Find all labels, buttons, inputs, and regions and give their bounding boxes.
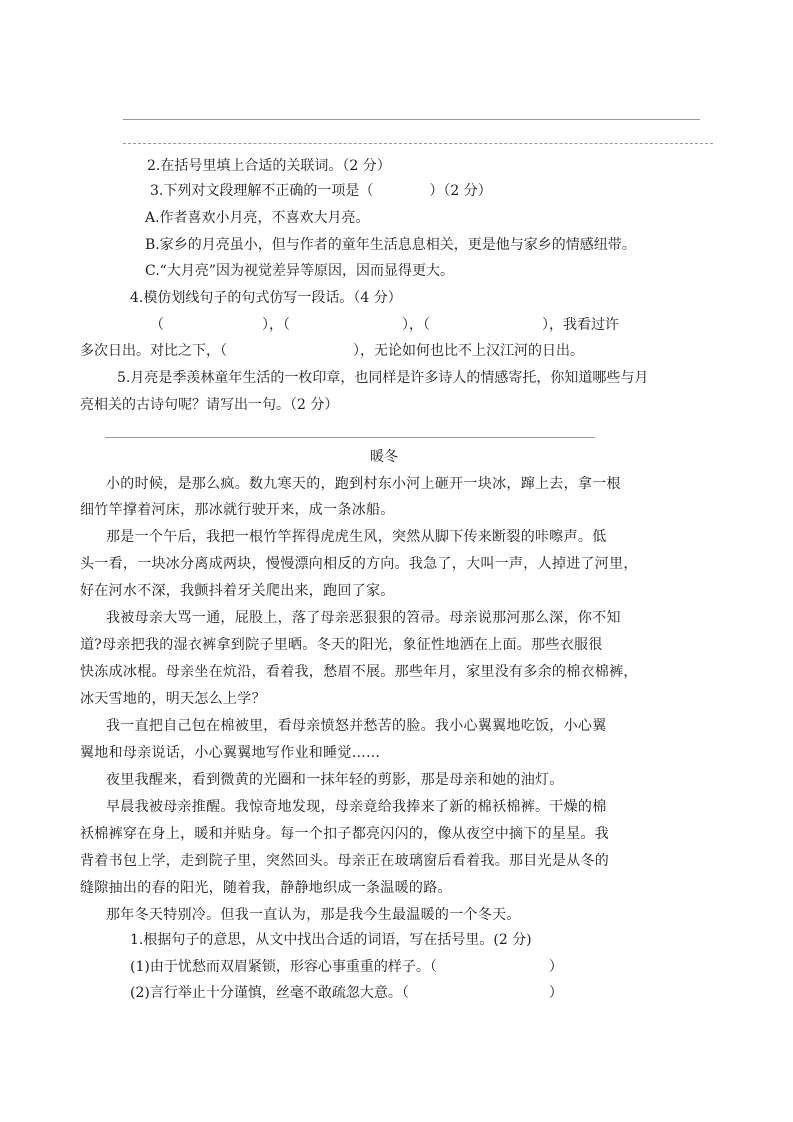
passage-line: 翼地和母亲说话，小心翼翼地写作业和睡觉……: [80, 745, 381, 761]
passage-line: 那是一个午后，我把一根竹竿挥得虎虎生风，突然从脚下传来断裂的咔嚓声。低: [106, 529, 607, 545]
question-5-line-2: 亮相关的古诗句呢？请写出一句。（2 分）: [80, 397, 339, 413]
passage-separator: [105, 437, 595, 438]
question-3-option-c: C.“大月亮”因为视觉差异等原因，因而显得更大。: [145, 263, 454, 279]
passage-question-1: 1.根据句子的意思，从文中找出合适的词语，写在括号里。(2 分): [130, 932, 532, 948]
passage-line: 我被母亲大骂一通，屁股上，落了母亲恶狠狠的笤帚。母亲说那河那么深，你不知: [106, 610, 621, 626]
passage-question-1-item-1: (1)由于忧愁而双眉紧锁，形容心事重重的样子。（ ）: [130, 959, 563, 975]
passage-line: 细竹竿撑着河床，那冰就行驶开来，成一条冰船。: [80, 502, 395, 518]
question-3-option-a: A.作者喜欢小月亮，不喜欢大月亮。: [145, 210, 370, 226]
question-2: 2.在括号里填上合适的关联词。（2 分）: [147, 158, 391, 174]
passage-line: 缝隙抽出的春的阳光，随着我，静静地织成一条温暖的路。: [80, 880, 452, 896]
passage-line: 背着书包上学，走到院子里，突然回头。母亲正在玻璃窗后看着我。那目光是从冬的: [80, 853, 610, 869]
top-rule-1: [123, 119, 700, 120]
passage-line: 那年冬天特别冷。但我一直认为，那是我今生最温暖的一个冬天。: [106, 907, 521, 923]
top-rule-2: [123, 143, 713, 144]
passage-line: 早晨我被母亲推醒。我惊奇地发现，母亲竟给我捧来了新的棉袄棉裤。干燥的棉: [106, 799, 607, 815]
passage-title: 暖冬: [370, 449, 398, 465]
passage-line: 冰天雪地的，明天怎么上学？: [80, 691, 266, 707]
passage-line: 头一看，一块冰分离成两块，慢慢漂向相反的方向。我急了，大叫一声，人掉进了河里，: [80, 556, 638, 572]
question-4-blank-line-1: （ ），（ ），（ ），我看过许: [150, 317, 619, 333]
passage-line: 快冻成冰棍。母亲坐在炕沿，看着我，愁眉不展。那些年月，家里没有多余的棉衣棉裤，: [80, 664, 638, 680]
question-3-option-b: B.家乡的月亮虽小，但与作者的童年生活息息相关，更是他与家乡的情感纽带。: [145, 237, 636, 253]
passage-line: 道?母亲把我的湿衣裤拿到院子里晒。冬天的阳光，象征性地洒在上面。那些衣服很: [80, 637, 603, 653]
passage-line: 我一直把自己包在棉被里，看母亲愤怒并愁苦的脸。我小心翼翼地吃饭，小心翼: [106, 718, 607, 734]
passage-line: 袄棉裤穿在身上，暖和并贴身。每一个扣子都亮闪闪的，像从夜空中摘下的星星。我: [80, 826, 610, 842]
question-5-line-1: 5.月亮是季羡林童年生活的一枚印章，也同样是许多诗人的情感寄托，你知道哪些与月: [117, 370, 649, 386]
passage-question-1-item-2: (2)言行举止十分谨慎，丝毫不敢疏忽大意。（ ）: [130, 985, 563, 1001]
passage-line: 好在河水不深，我颤抖着牙关爬出来，跑回了家。: [80, 583, 395, 599]
passage-line: 小的时候，是那么疯。数九寒天的，跑到村东小河上砸开一块冰，蹿上去，拿一根: [106, 476, 621, 492]
question-3: 3.下列对文段理解不正确的一项是（ ）（2 分）: [150, 183, 492, 199]
question-4: 4.模仿划线句子的句式仿写一段话。（4 分）: [130, 290, 402, 306]
passage-line: 夜里我醒来，看到微黄的光圈和一抹年轻的剪影，那是母亲和她的油灯。: [106, 772, 564, 788]
question-4-blank-line-2: 多次日出。对比之下，（ ），无论如何也比不上汉江河的日出。: [80, 343, 584, 359]
